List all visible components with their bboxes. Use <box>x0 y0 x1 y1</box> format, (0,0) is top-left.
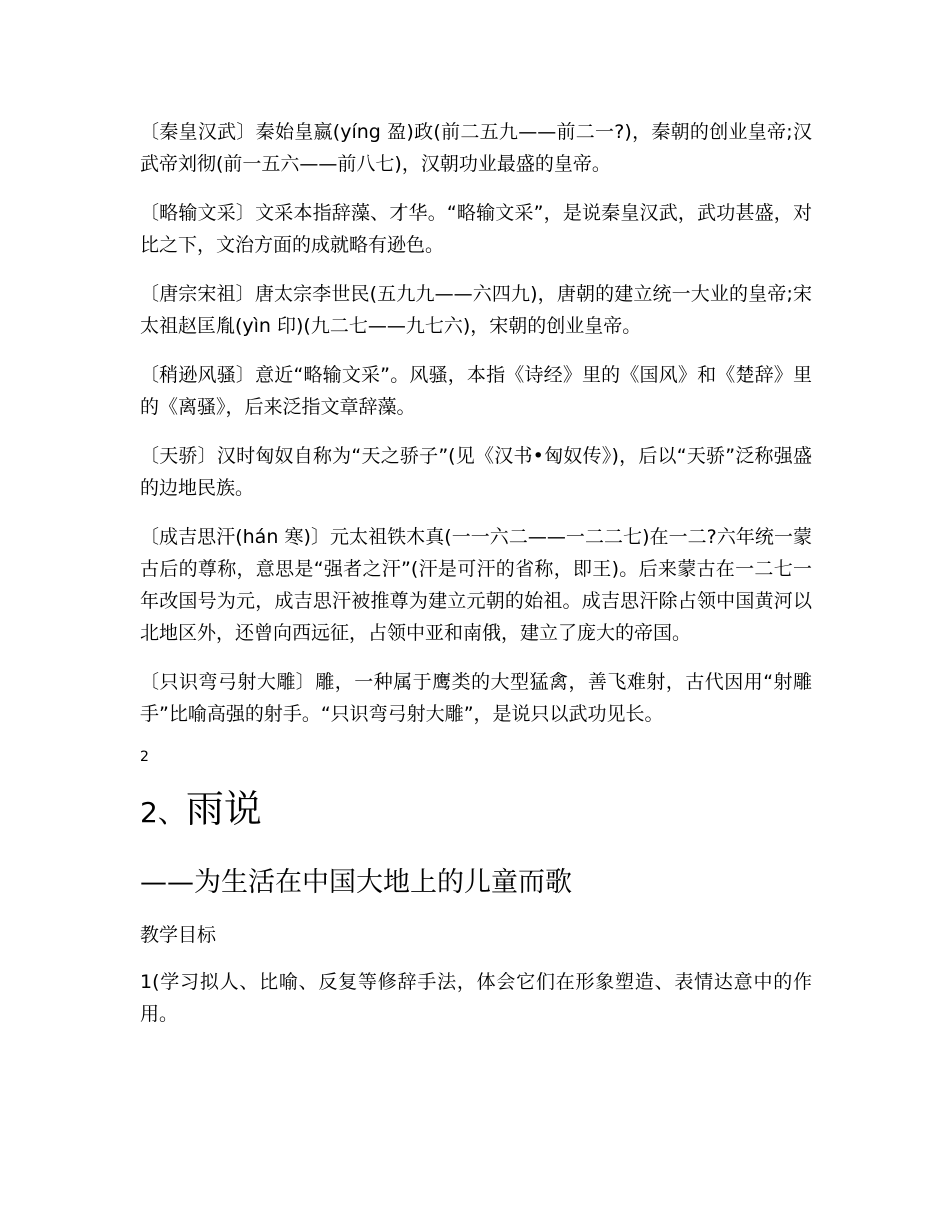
document-page <box>140 116 812 1030</box>
annotation-tianjiao: 〔天骄〕汉时匈奴自称为“天之骄子”(见《汉书•匈奴传》)，后以“天骄”泛称强盛的边地民族。 <box>140 445 812 499</box>
teaching-goal-item: 1(学习拟人、比喻、反复等修辞手法，体会它们在形象塑造、表情达意中的作用。 <box>140 971 812 1025</box>
section-heading: 教学目标 <box>140 924 217 946</box>
annotation-lue-shu-wencai: 〔略输文采〕文采本指辞藻、才华。“略输文采”，是说秦皇汉武，武功甚盛，对比之下，文治方面的成就略有逊色。 <box>140 202 812 256</box>
annotation-shao-xun-fengsao: 〔稍逊风骚〕意近“略输文采”。风骚，本指《诗经》里的《国风》和《楚辞》里的《离骚》，后来泛指文章辞藻。 <box>140 364 812 418</box>
annotation-genghis-khan: 〔成吉思汗(hán 寒)〕元太祖铁木真(一一六二——一二二七)在一二?六年统一蒙古后的尊称，意思是“强者之汗”(汗是可汗的省称，即王)。后来蒙古在一二七一年改国号为元，成吉思汗被推尊为建立元朝的始祖。成吉思汗除占领中国黄河以北地区外，还曾向西远征，占领中亚和南俄，建立了庞大的帝国。 <box>140 526 812 644</box>
annotation-tangzong-songzu: 〔唐宗宋祖〕唐太宗李世民(五九九——六四九)，唐朝的建立统一大业的皇帝;宋太祖赵匡胤(yìn 印)(九二七——九七六)，宋朝的创业皇帝。 <box>140 283 812 337</box>
lesson-subtitle: ——为生活在中国大地上的儿童而歌 <box>140 867 572 898</box>
lesson-name: 雨说 <box>185 787 262 831</box>
annotation-shi-dadiao: 〔只识弯弓射大雕〕雕，一种属于鹰类的大型猛禽，善飞难射，古代因用“射雕手”比喻高强的射手。“只识弯弓射大雕”，是说只以武功见长。 <box>140 671 812 725</box>
lesson-number: 2、 <box>140 796 186 829</box>
page-number: 2 <box>140 749 149 765</box>
lesson-title <box>140 781 812 841</box>
annotation-qinhuang-hanwu: 〔秦皇汉武〕秦始皇嬴(yíng 盈)政(前二五九——前二一?)，秦朝的创业皇帝;汉武帝刘彻(前一五六——前八七)，汉朝功业最盛的皇帝。 <box>140 121 812 175</box>
